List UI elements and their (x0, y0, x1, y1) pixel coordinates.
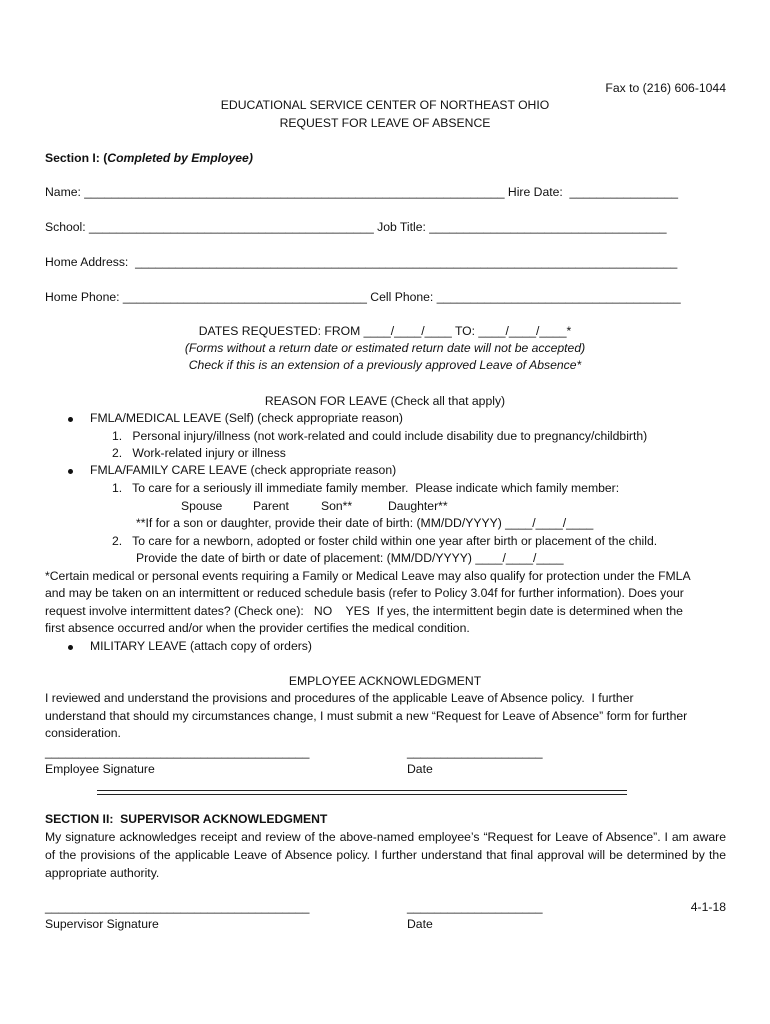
family-member-parent[interactable]: Parent (253, 499, 289, 513)
divider-rule (97, 790, 627, 791)
medical-reason-2[interactable]: 2. Work-related injury or illness (112, 446, 286, 460)
extension-checkbox-label[interactable]: Check if this is an extension of a previously approved Leave of Absence* (188, 358, 582, 372)
family-reason-2[interactable]: 2. To care for a newborn, adopted or foster child within one year after birth or placement of the child. (112, 534, 658, 548)
supervisor-signature-line[interactable]: _______________________________________ (45, 900, 310, 914)
revision-date: 4-1-18 (690, 900, 726, 914)
organization-name: EDUCATIONAL SERVICE CENTER OF NORTHEAST OHIO (220, 98, 550, 112)
bullet-icon (68, 417, 73, 422)
bullet-icon (68, 645, 73, 650)
fmla-note-line-4: first absence occurred and/or when the provider certifies the medical condition. (45, 621, 470, 635)
placement-date-field[interactable]: Provide the date of birth or date of placement: (MM/DD/YYYY) ____/____/____ (136, 551, 564, 565)
employee-ack-text-3: consideration. (45, 726, 121, 740)
fax-number: Fax to (216) 606-1044 (605, 81, 726, 95)
dates-requested-field[interactable]: DATES REQUESTED: FROM ____/____/____ TO: ____/____/____* (198, 324, 572, 338)
divider-rule (97, 794, 627, 795)
fmla-note-line-2: and may be taken on an intermittent or reduced schedule basis (refer to Policy 3.04f for further information). Does your (45, 586, 684, 600)
family-member-spouse[interactable]: Spouse (181, 499, 223, 513)
family-member-daughter[interactable]: Daughter** (388, 499, 448, 513)
home-address-field[interactable]: Home Address: ________________________________________________________________________________ (45, 255, 678, 269)
son-daughter-dob-field[interactable]: **If for a son or daughter, provide their date of birth: (MM/DD/YYYY) ____/____/____ (136, 516, 594, 530)
employee-signature-label: Employee Signature (45, 762, 155, 776)
intermittent-question[interactable]: request involve intermittent dates? (Check one): NO YES If yes, the intermittent begin date is determined when the (45, 604, 683, 618)
employee-date-label: Date (407, 762, 433, 776)
reason-heading: REASON FOR LEAVE (Check all that apply) (264, 394, 506, 408)
supervisor-date-line[interactable]: ____________________ (407, 900, 543, 914)
name-hire-date-field[interactable]: Name: ______________________________________________________________ Hire Date: ________________ (45, 185, 678, 199)
school-job-title-field[interactable]: School: __________________________________________ Job Title: ___________________________________ (45, 220, 667, 234)
employee-ack-text-2: understand that should my circumstances change, I must submit a new “Request for Leave of Absence” form for further (45, 709, 688, 723)
employee-date-line[interactable]: ____________________ (407, 745, 543, 759)
supervisor-date-label: Date (407, 917, 433, 931)
family-member-son[interactable]: Son** (321, 499, 353, 513)
employee-ack-heading: EMPLOYEE ACKNOWLEDGMENT (288, 674, 482, 688)
form-title: REQUEST FOR LEAVE OF ABSENCE (279, 116, 491, 130)
bullet-icon (68, 469, 73, 474)
phone-fields[interactable]: Home Phone: ____________________________________ Cell Phone: ____________________________________ (45, 290, 681, 304)
employee-ack-text-1: I reviewed and understand the provisions and procedures of the applicable Leave of Absence policy. I further (45, 691, 634, 705)
medical-reason-1[interactable]: 1. Personal injury/illness (not work-related and could include disability due to pregnancy/childbirth) (112, 429, 648, 443)
section-2-heading: SECTION II: SUPERVISOR ACKNOWLEDGMENT (45, 812, 328, 826)
fmla-family-leave-option[interactable]: FMLA/FAMILY CARE LEAVE (check appropriate reason) (90, 463, 397, 477)
military-leave-option[interactable]: MILITARY LEAVE (attach copy of orders) (90, 639, 312, 653)
supervisor-ack-text: My signature acknowledges receipt and review of the above-named employee’s “Request for Leave of Absence”. I am aware of the provisions of the applicable Leave of Absence policy. I further understand that final approval will be determined by the appropriate authority. (45, 830, 726, 880)
section-1-heading: Section I: (Completed by Employee) (45, 151, 253, 165)
supervisor-signature-label: Supervisor Signature (45, 917, 159, 931)
fmla-medical-leave-option[interactable]: FMLA/MEDICAL LEAVE (Self) (check appropriate reason) (90, 411, 403, 425)
return-date-note: (Forms without a return date or estimated return date will not be accepted) (184, 341, 586, 355)
family-reason-1[interactable]: 1. To care for a seriously ill immediate family member. Please indicate which family member: (112, 481, 620, 495)
employee-signature-line[interactable]: _______________________________________ (45, 745, 310, 759)
fmla-note-line-1: *Certain medical or personal events requiring a Family or Medical Leave may also qualify for protection under the FMLA (45, 569, 691, 583)
